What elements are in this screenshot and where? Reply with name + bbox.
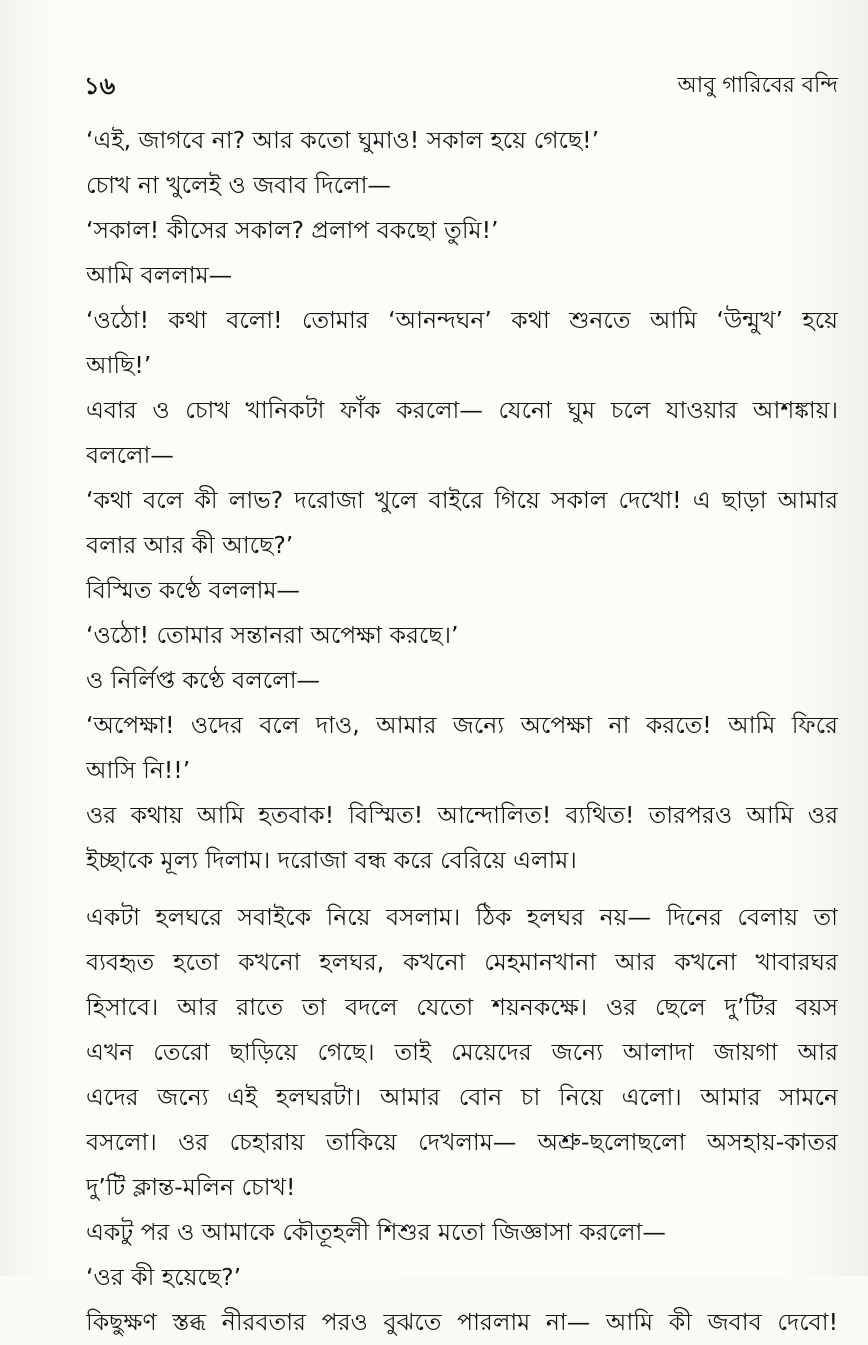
text-line: বসলো। ওর চেহারায় তাকিয়ে দেখলাম— অশ্রু-ছলোছলো অসহায়-কাতর (86, 1128, 838, 1156)
text-line: ‘এই, জাগবে না? আর কতো ঘুমাও! সকাল হয়ে গেছে!’ (86, 126, 600, 154)
text-line: একটু পর ও আমাকে কৌতূহলী শিশুর মতো জিজ্ঞাসা করলো— (86, 1218, 666, 1246)
page-number: ১৬ (84, 72, 116, 100)
paragraph-break (86, 883, 838, 895)
running-head-title: আবু গারিবের বন্দি (677, 73, 838, 98)
text-line: ‘ওঠো! তোমার সন্তানরা অপেক্ষা করছে।’ (86, 621, 459, 649)
text-line: বললো— (86, 441, 174, 469)
text-line: হিসাবে। আর রাতে তা বদলে যেতো শয়নকক্ষে। ওর ছেলে দু’টির বয়স (86, 993, 838, 1021)
text-line: বলার আর কী আছে?’ (86, 531, 294, 559)
text-line: ব্যবহৃত হতো কখনো হলঘর, কখনো মেহমানখানা আর কখনো খাবারঘর (86, 948, 838, 976)
text-line: ওর কথায় আমি হতবাক! বিস্মিত! আন্দোলিত! ব্যথিত! তারপরও আমি ওর (86, 801, 838, 829)
text-line: আসি নি!!’ (86, 756, 191, 784)
page-header (84, 62, 838, 102)
text-line: ‘ওঠো! কথা বলো! তোমার ‘আনন্দঘন’ কথা শুনতে আমি ‘উন্মুখ’ হয়ে (86, 306, 838, 334)
text-line: এবার ও চোখ খানিকটা ফাঁক করলো— যেনো ঘুম চলে যাওয়ার আশঙ্কায়। (86, 396, 838, 424)
text-line: কিছুক্ষণ স্তব্ধ নীরবতার পরও বুঝতে পারলাম না— আমি কী জবাব দেবো! (86, 1308, 838, 1336)
text-line: দু’টি ক্লান্ত-মলিন চোখ! (86, 1173, 296, 1201)
text-line: একটা হলঘরে সবাইকে নিয়ে বসলাম। ঠিক হলঘর নয়— দিনের বেলায় তা (86, 903, 838, 931)
body-text (86, 118, 838, 1345)
text-line: ‘সকাল! কীসের সকাল? প্রলাপ বকছো তুমি!’ (86, 216, 499, 244)
text-line: বিস্মিত কণ্ঠে বললাম— (86, 576, 301, 604)
text-line: আছি!’ (86, 351, 152, 379)
text-line: এখন তেরো ছাড়িয়ে গেছে। তাই মেয়েদের জন্যে আলাদা জায়গা আর (86, 1038, 838, 1066)
text-line: ইচ্ছাকে মূল্য দিলাম। দরোজা বন্ধ করে বেরিয়ে এলাম। (86, 846, 577, 874)
text-line: ‘অপেক্ষা! ওদের বলে দাও, আমার জন্যে অপেক্ষা না করতে! আমি ফিরে (86, 711, 838, 739)
text-line: ‘কথা বলে কী লাভ? দরোজা খুলে বাইরে গিয়ে সকাল দেখো! এ ছাড়া আমার (86, 486, 838, 514)
text-line: ও নির্লিপ্ত কণ্ঠে বললো— (86, 666, 321, 694)
text-line: ‘ওর কী হয়েছে?’ (86, 1263, 242, 1291)
text-line: চোখ না খুলেই ও জবাব দিলো— (86, 171, 391, 199)
text-line: এদের জন্যে এই হলঘরটা। আমার বোন চা নিয়ে এলো। আমার সামনে (86, 1083, 838, 1111)
text-line: আমি বললাম— (86, 261, 233, 289)
